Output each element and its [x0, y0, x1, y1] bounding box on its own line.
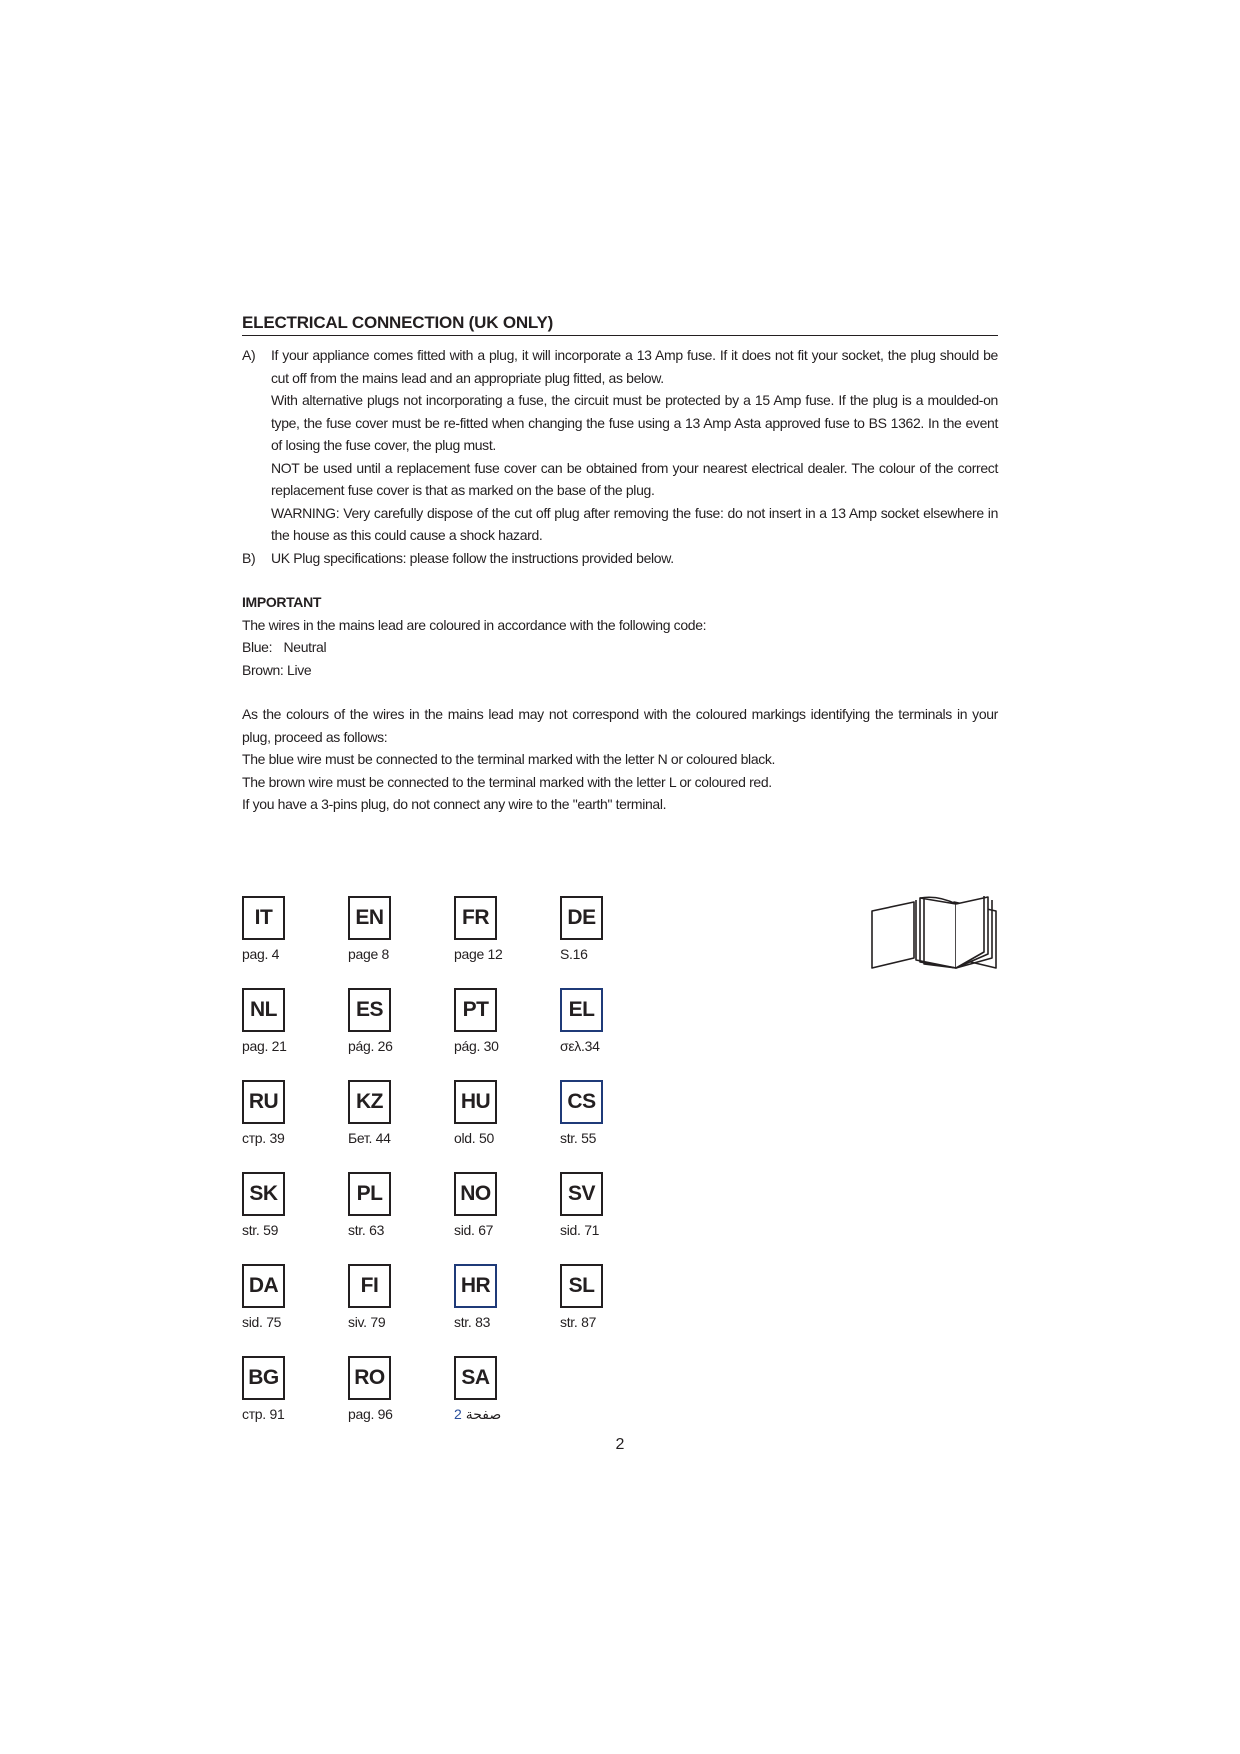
- section-heading: ELECTRICAL CONNECTION (UK ONLY): [242, 313, 998, 336]
- page-ref-number: 55: [581, 1130, 597, 1146]
- important-heading: IMPORTANT: [242, 594, 322, 610]
- open-book-icon: [870, 896, 998, 970]
- page-ref-number: 79: [370, 1314, 386, 1330]
- language-code-box[interactable]: BG: [242, 1356, 285, 1400]
- wire-colour: Brown:: [242, 661, 284, 678]
- language-page-ref: [454, 1130, 560, 1146]
- page-ref-number: 83: [475, 1314, 491, 1330]
- page-ref-number: 96: [377, 1406, 393, 1422]
- language-code-box[interactable]: RO: [348, 1356, 391, 1400]
- language-entry-bg: [242, 1356, 348, 1427]
- language-entry-da: [242, 1264, 348, 1335]
- language-code-box[interactable]: FI: [348, 1264, 391, 1308]
- language-page-ref: [348, 946, 454, 962]
- language-entry-es: [348, 988, 454, 1059]
- page-ref-label: Бет.: [348, 1130, 373, 1146]
- language-entry-nl: [242, 988, 348, 1059]
- language-code-box[interactable]: ES: [348, 988, 391, 1032]
- item-letter: B): [242, 549, 256, 566]
- page-ref-number: 44: [375, 1130, 391, 1146]
- language-code-box[interactable]: SL: [560, 1264, 603, 1308]
- page-ref-number: 2: [454, 1406, 462, 1422]
- language-code-box[interactable]: RU: [242, 1080, 285, 1124]
- page-ref-number: 16: [572, 946, 588, 962]
- language-entry-ro: [348, 1356, 454, 1427]
- page-number: 2: [615, 1436, 625, 1453]
- electrical-connection-section: [242, 313, 998, 816]
- page-ref-label: sid.: [242, 1314, 263, 1330]
- page-ref-number: 87: [581, 1314, 597, 1330]
- language-entry-kz: [348, 1080, 454, 1151]
- page-ref-label: sid.: [560, 1222, 581, 1238]
- language-entry-pl: [348, 1172, 454, 1243]
- page-ref-label: siv.: [348, 1314, 367, 1330]
- item-paragraph: WARNING: Very carefully dispose of the cut off plug after removing the fuse: do not insert in a 13 Amp socket elsewhere in the house as this could cause a shock hazard.: [271, 504, 998, 543]
- language-page-ref: [242, 1038, 348, 1054]
- page-ref-number: 63: [369, 1222, 385, 1238]
- language-entry-en: [348, 896, 454, 967]
- page-ref-label: pág.: [454, 1038, 481, 1054]
- language-code-box[interactable]: EN: [348, 896, 391, 940]
- language-entry-el: [560, 988, 666, 1059]
- language-page-ref: [348, 1038, 454, 1054]
- language-page-ref: [560, 1314, 666, 1330]
- language-entry-sv: [560, 1172, 666, 1243]
- language-code-box[interactable]: EL: [560, 988, 603, 1032]
- wire-code: [242, 636, 998, 659]
- page-ref-number: 75: [266, 1314, 282, 1330]
- instruction-item: [242, 344, 998, 547]
- language-code-box[interactable]: PL: [348, 1172, 391, 1216]
- wire-colour: Blue:: [242, 639, 273, 655]
- language-entry-fi: [348, 1264, 454, 1335]
- language-page-ref: [348, 1406, 454, 1422]
- language-entry-no: [454, 1172, 560, 1243]
- wire-code-list: [242, 636, 998, 681]
- language-entry-sl: [560, 1264, 666, 1335]
- page-ref-label: page: [348, 946, 378, 962]
- language-page-ref: [454, 1222, 560, 1238]
- language-page-ref: [560, 1130, 666, 1146]
- language-page-ref: [454, 1406, 560, 1423]
- language-code-box[interactable]: HR: [454, 1264, 497, 1308]
- language-entry-sa: [454, 1356, 560, 1427]
- instruction-line: The brown wire must be connected to the terminal marked with the letter L or coloured red.: [242, 773, 772, 790]
- language-code-box[interactable]: NO: [454, 1172, 497, 1216]
- language-entry-de: [560, 896, 666, 967]
- important-intro: The wires in the mains lead are coloured in accordance with the following code:: [242, 616, 707, 633]
- page-ref-label: стр.: [242, 1130, 266, 1146]
- wire-code: [242, 659, 998, 682]
- page-ref-number: 4: [271, 946, 280, 962]
- wire-function: Neutral: [283, 639, 327, 655]
- language-entry-it: [242, 896, 348, 967]
- page-ref-label: стр.: [242, 1406, 266, 1422]
- language-code-box[interactable]: HU: [454, 1080, 497, 1124]
- language-page-ref: [242, 1314, 348, 1330]
- language-page-ref: [242, 1406, 348, 1422]
- instruction-item: [242, 547, 998, 570]
- page-ref-label: σελ.: [560, 1038, 585, 1054]
- language-code-box[interactable]: SA: [454, 1356, 497, 1400]
- language-page-ref: [560, 1222, 666, 1238]
- language-page-ref: [454, 946, 560, 962]
- page-ref-label: S.: [560, 946, 573, 962]
- page-ref-label: page: [454, 946, 484, 962]
- page-ref-label: pag.: [242, 1038, 269, 1054]
- language-entry-cs: [560, 1080, 666, 1151]
- page-ref-label: str.: [454, 1314, 472, 1330]
- page-ref-label: pag.: [242, 946, 269, 962]
- language-entry-sk: [242, 1172, 348, 1243]
- language-entry-hr: [454, 1264, 560, 1335]
- language-code-box[interactable]: SK: [242, 1172, 285, 1216]
- language-page-ref: [242, 946, 348, 962]
- page-ref-number: 34: [584, 1038, 600, 1054]
- page-ref-label: صفحة: [465, 1406, 502, 1422]
- instruction-list: [242, 344, 998, 569]
- item-paragraph: NOT be used until a replacement fuse cover can be obtained from your nearest electrical dealer. The colour of the correct replacement fuse cover is that as marked on the base of the plug.: [271, 459, 998, 498]
- page-ref-number: 59: [263, 1222, 279, 1238]
- page-ref-label: str.: [242, 1222, 260, 1238]
- language-code-box[interactable]: PT: [454, 988, 497, 1032]
- page-ref-label: str.: [560, 1314, 578, 1330]
- page-ref-label: old.: [454, 1130, 476, 1146]
- language-page-ref: [560, 1038, 666, 1054]
- language-entry-fr: [454, 896, 560, 967]
- page-ref-label: pág.: [348, 1038, 375, 1054]
- language-page-ref: [348, 1314, 454, 1330]
- language-page-ref: [348, 1222, 454, 1238]
- language-page-ref: [242, 1222, 348, 1238]
- language-code-box[interactable]: KZ: [348, 1080, 391, 1124]
- language-page-ref: [348, 1130, 454, 1146]
- page-ref-number: 67: [478, 1222, 494, 1238]
- wire-function: Live: [287, 661, 312, 678]
- language-entry-pt: [454, 988, 560, 1059]
- language-code-box[interactable]: FR: [454, 896, 497, 940]
- item-paragraph: If your appliance comes fitted with a plug, it will incorporate a 13 Amp fuse. If it does not fit your socket, the plug should be cut off from the mains lead and an appropriate plug fitted, as below.: [271, 347, 998, 386]
- page-ref-number: 50: [478, 1130, 494, 1146]
- language-code-box[interactable]: IT: [242, 896, 285, 940]
- item-paragraph: With alternative plugs not incorporating a fuse, the circuit must be protected by a 15 Amp fuse. If the plug is a moulded-on type, the fuse cover must be re-fitted when changing the fuse using a 13 Amp Asta approved fuse to BS 1362. In the event of losing the fuse cover, the plug must.: [271, 392, 998, 453]
- item-paragraph: UK Plug specifications: please follow the instructions provided below.: [271, 549, 674, 566]
- page-ref-number: 39: [269, 1130, 285, 1146]
- page-ref-number: 12: [487, 946, 503, 962]
- page-ref-label: str.: [560, 1130, 578, 1146]
- page-ref-label: sid.: [454, 1222, 475, 1238]
- wiring-instructions: [242, 703, 998, 816]
- page-ref-label: pag.: [348, 1406, 375, 1422]
- language-page-ref: [242, 1130, 348, 1146]
- page-ref-number: 91: [269, 1406, 285, 1422]
- language-page-ref: [454, 1314, 560, 1330]
- page-ref-number: 26: [377, 1038, 393, 1054]
- language-code-box[interactable]: NL: [242, 988, 285, 1032]
- instruction-line: If you have a 3-pins plug, do not connect any wire to the "earth" terminal.: [242, 796, 667, 812]
- instruction-line: The blue wire must be connected to the terminal marked with the letter N or coloured black.: [242, 751, 776, 767]
- page-ref-number: 71: [584, 1222, 600, 1238]
- page-ref-label: str.: [348, 1222, 366, 1238]
- language-entry-ru: [242, 1080, 348, 1151]
- language-code-box[interactable]: SV: [560, 1172, 603, 1216]
- page-ref-number: 8: [381, 946, 390, 962]
- language-page-ref: [560, 946, 666, 962]
- instruction-line: As the colours of the wires in the mains lead may not correspond with the coloured markings identifying the terminals in your plug, proceed as follows:: [242, 706, 998, 745]
- language-code-box[interactable]: DE: [560, 896, 603, 940]
- language-code-box[interactable]: DA: [242, 1264, 285, 1308]
- language-entry-hu: [454, 1080, 560, 1151]
- page-ref-number: 21: [271, 1038, 287, 1054]
- page-ref-number: 30: [483, 1038, 499, 1054]
- item-letter: A): [242, 347, 256, 363]
- language-page-ref: [454, 1038, 560, 1054]
- language-code-box[interactable]: CS: [560, 1080, 603, 1124]
- language-index: [242, 896, 666, 1427]
